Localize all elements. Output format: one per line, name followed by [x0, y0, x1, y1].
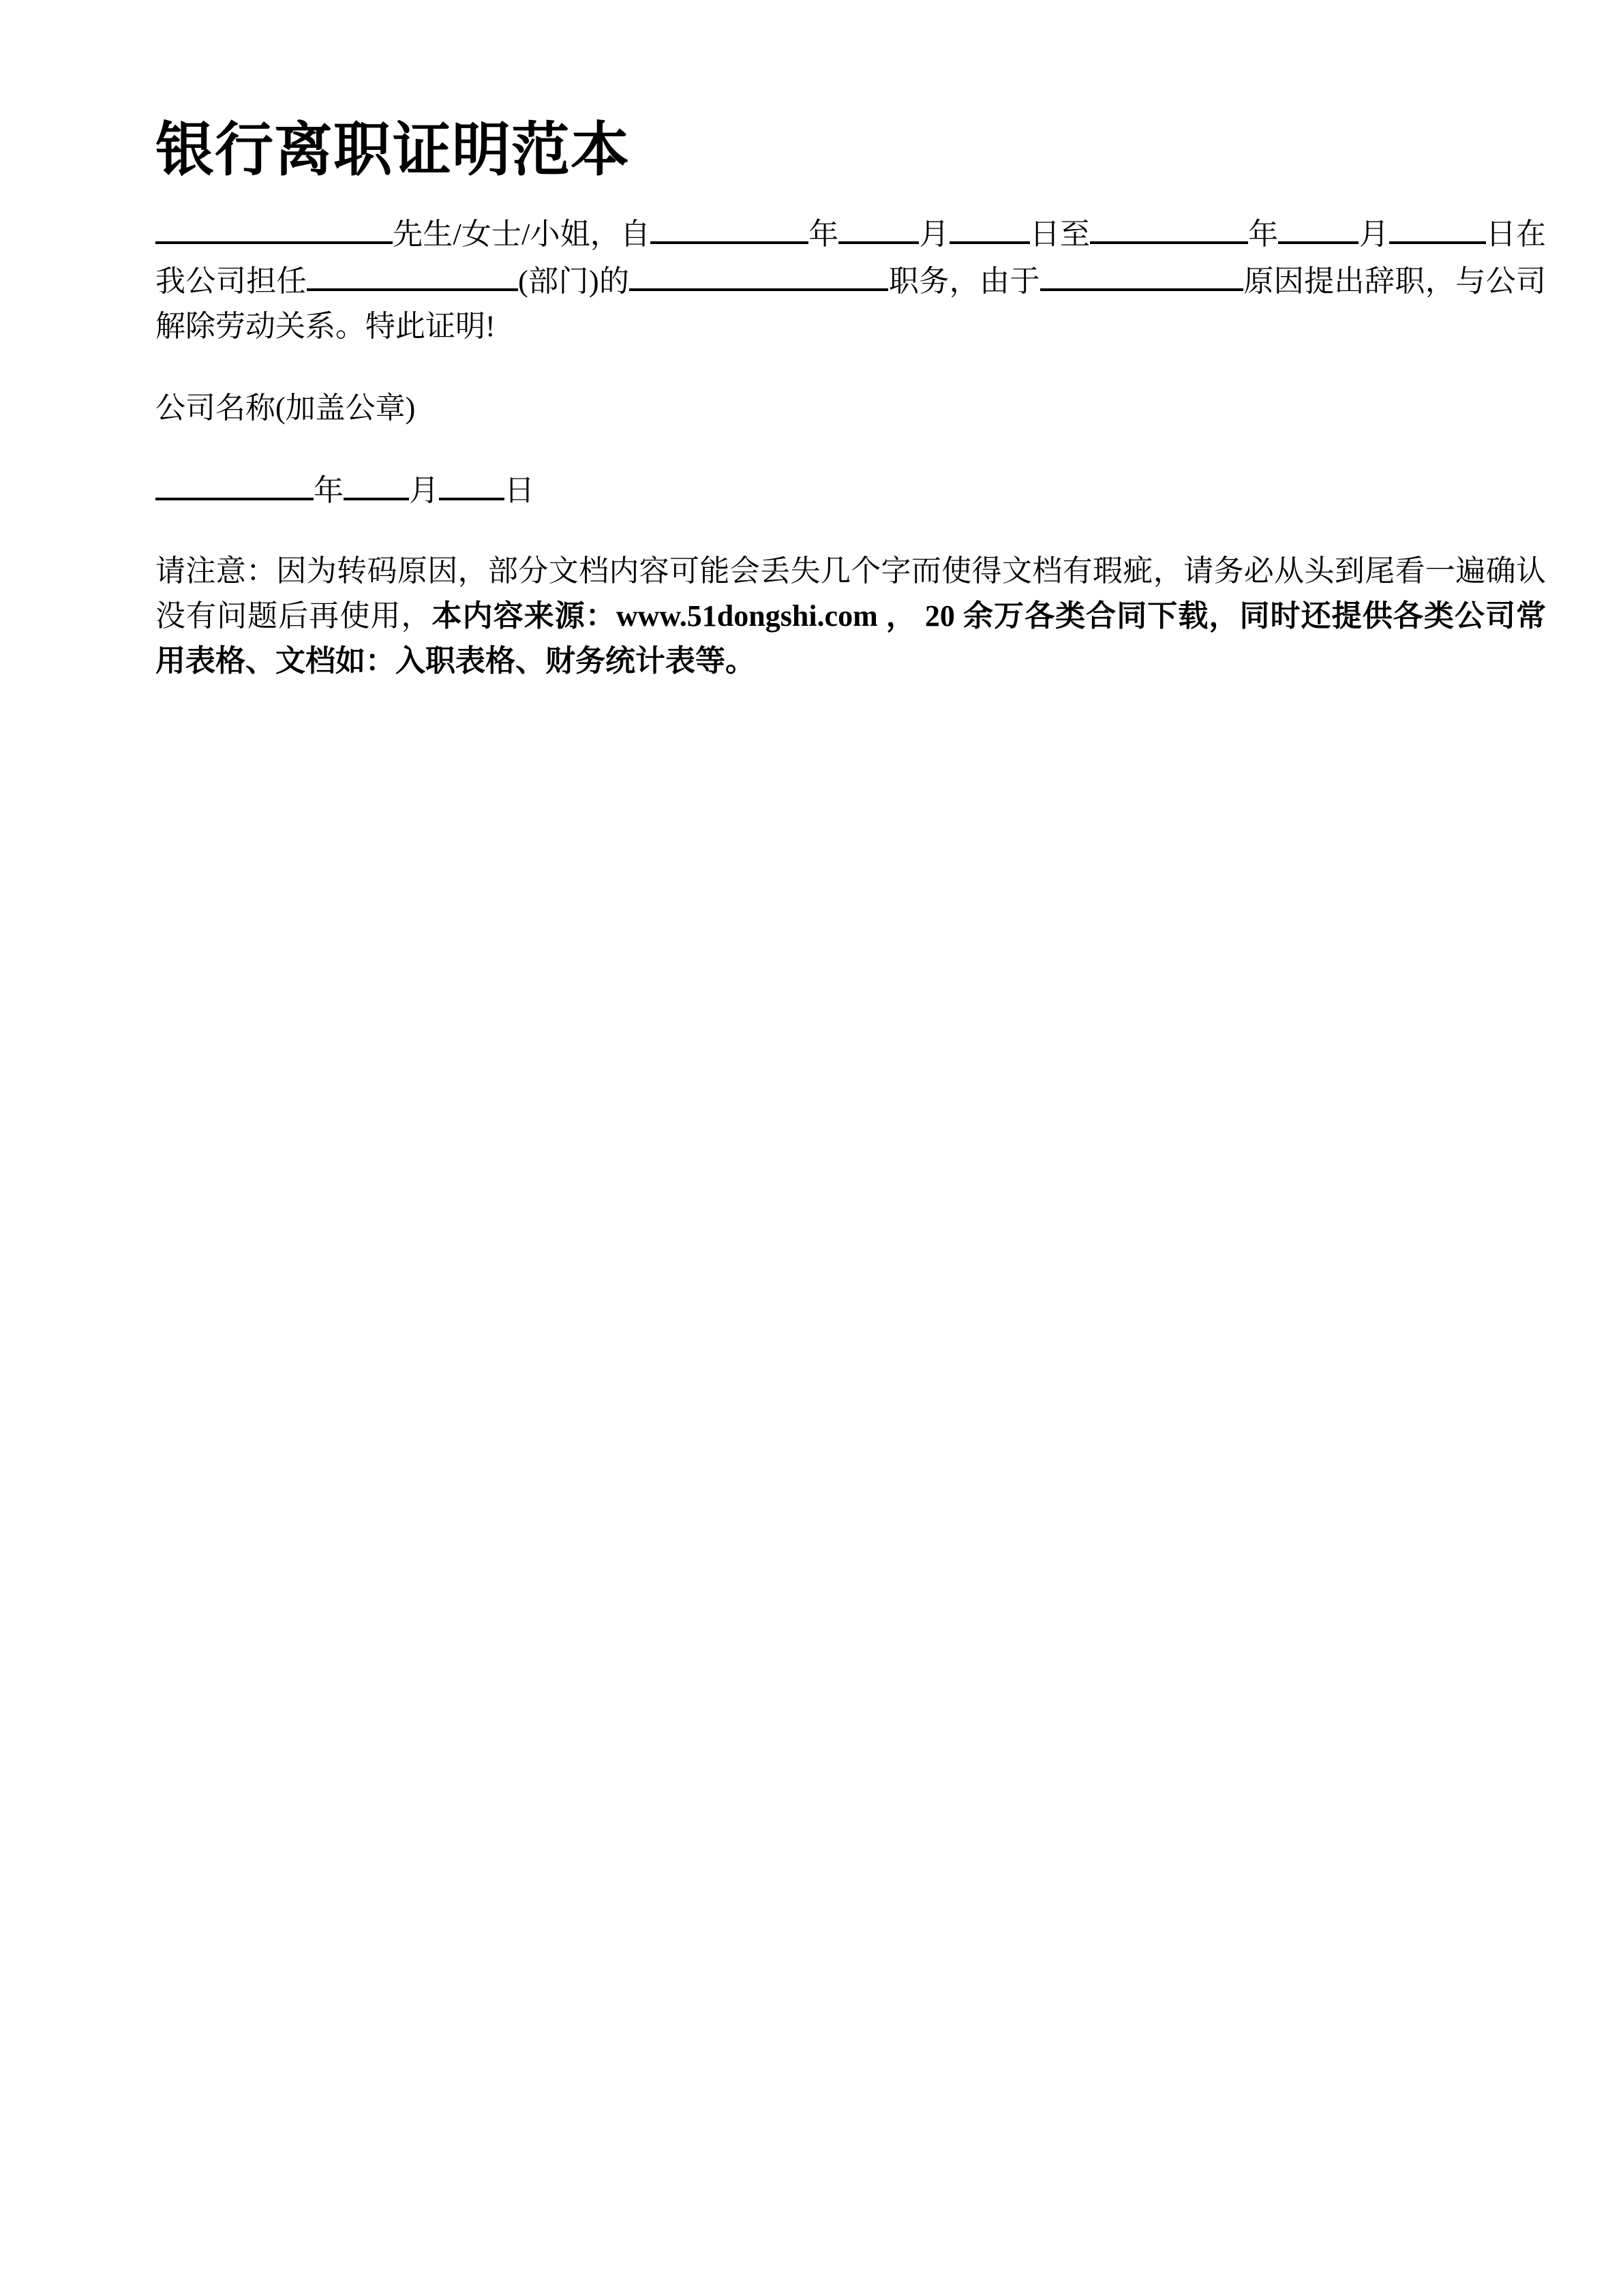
end-day-blank-continued: [1470, 210, 1486, 244]
sign-month-blank[interactable]: [344, 466, 409, 500]
body-text-10: 原因提出辞职，与公司解除劳动关系。特此证明!: [155, 265, 1547, 343]
body-text-5: 年: [1248, 217, 1279, 251]
sign-day-blank[interactable]: [439, 466, 504, 500]
sign-year-blank[interactable]: [155, 466, 314, 500]
end-year-blank[interactable]: [1090, 210, 1248, 244]
document-title: 银行离职证明范本: [155, 116, 630, 184]
sign-year-label: 年: [314, 474, 344, 507]
notice-source-text: 本内容来源：www.51dongshi.com ， 20 余万各类合同下载，同时还提供各类公司常用表格、文档如：入职表格、财务统计表等。: [155, 599, 1547, 678]
document-page: [155, 109, 1546, 684]
end-month-blank[interactable]: [1278, 210, 1359, 244]
start-year-blank[interactable]: [650, 210, 808, 244]
body-text-4: 日至: [1029, 217, 1091, 251]
department-blank[interactable]: [307, 257, 518, 291]
notice-paragraph: [155, 549, 1546, 684]
reason-blank[interactable]: [1040, 257, 1243, 291]
body-text-8: (部门)的: [518, 265, 630, 298]
notice-text: 请注意：因为转码原因，部分文档内容可能会丢失几个字而使得文档有瑕疵，请务必从头到尾看一遍确认没有问题后再使用，: [155, 554, 1546, 633]
company-name-line: 公司名称(加盖公章): [155, 391, 416, 425]
sign-month-label: 月: [409, 474, 439, 507]
end-day-blank[interactable]: [1389, 210, 1470, 244]
body-text-7: 日在我公司担任: [155, 217, 1547, 298]
start-month-blank[interactable]: [838, 210, 919, 244]
certificate-body: [155, 210, 1546, 349]
body-text-6: 月: [1359, 217, 1389, 251]
position-blank[interactable]: [629, 257, 888, 291]
signature-date-line: [155, 466, 1546, 513]
sign-day-label: 日: [504, 474, 534, 507]
body-text-9: 职务，由于: [888, 265, 1040, 298]
body-text-1: 先生/女士/小姐，自: [393, 217, 651, 251]
name-blank[interactable]: [155, 210, 393, 244]
start-day-blank[interactable]: [950, 210, 1030, 244]
body-text-3: 月: [919, 217, 950, 251]
body-text-2: 年: [808, 217, 839, 251]
